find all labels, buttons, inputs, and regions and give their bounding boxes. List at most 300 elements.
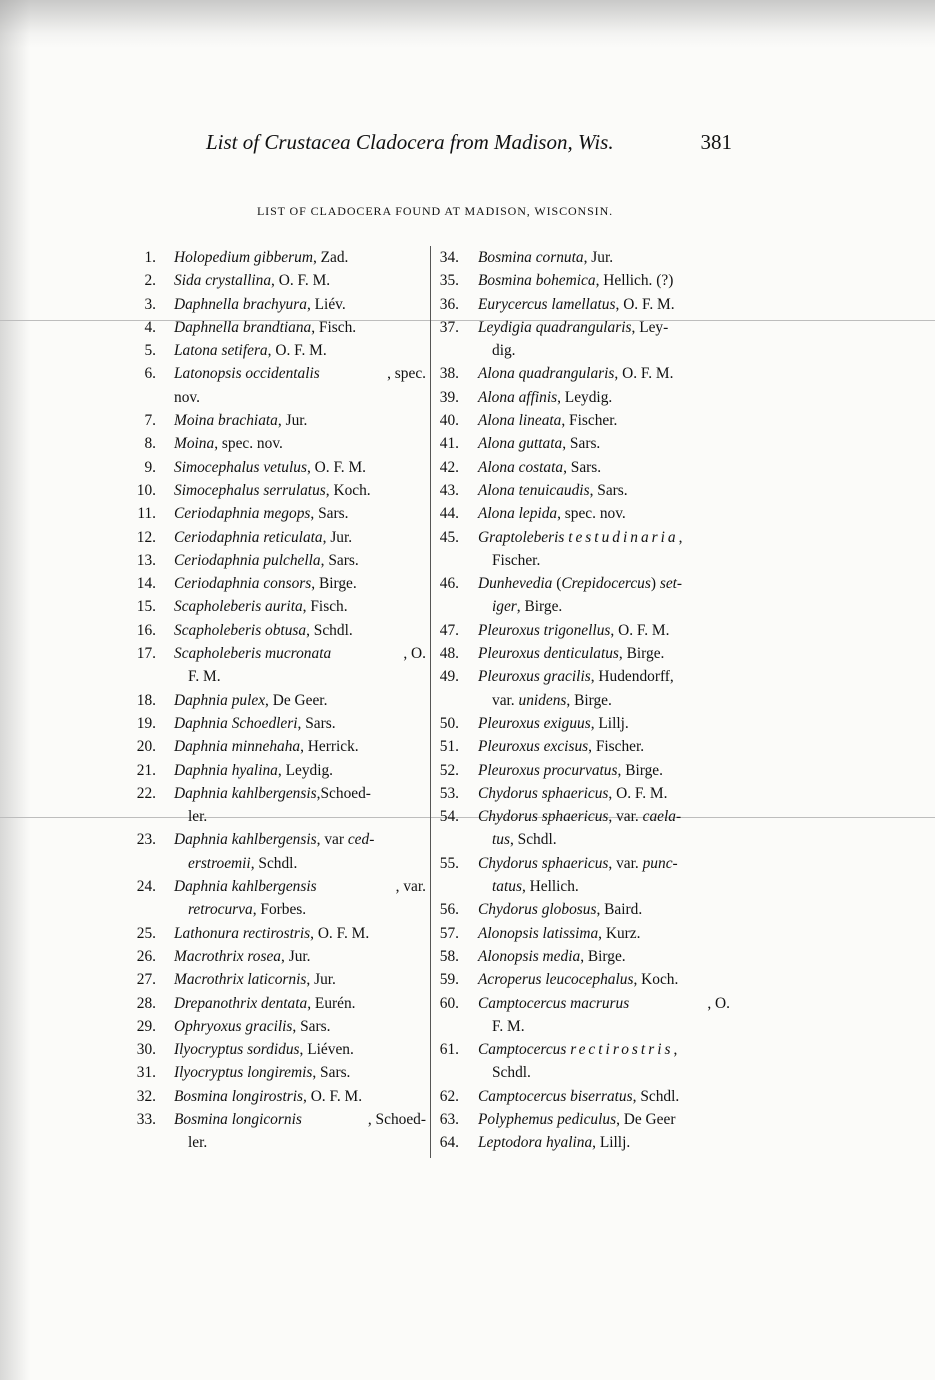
entry-line (478, 479, 730, 502)
entry-line (174, 1061, 426, 1084)
entry-number: 30. (136, 1041, 156, 1059)
entry-text (437, 642, 730, 665)
authority-text: , var. (608, 854, 643, 872)
species-name: iger (492, 598, 517, 616)
entry-text (128, 735, 426, 758)
entry-line (174, 968, 426, 991)
authority-text: , Fischer. (561, 412, 618, 430)
authority-text: , Jur. (322, 528, 353, 546)
authority-text: , Koch. (325, 481, 371, 499)
species-name: punc- (642, 854, 678, 872)
species-entry (437, 852, 730, 899)
entry-text (437, 409, 730, 432)
entry-number: 56. (439, 901, 459, 919)
entry-number: 35. (439, 272, 459, 290)
entry-text (437, 759, 730, 782)
running-title: List of Crustacea Cladocera from Madison, Wis. (206, 130, 614, 154)
species-entry (128, 642, 426, 689)
species-name: Alona affinis (478, 388, 558, 406)
species-entry (437, 1131, 730, 1154)
authority-text: , Liéven. (299, 1041, 354, 1059)
section-title: LIST OF CLADOCERA FOUND AT MADISON, WISCONSIN. (256, 204, 614, 218)
authority-text: , (678, 528, 683, 546)
entry-text (128, 1015, 426, 1038)
entry-text (437, 852, 730, 899)
entry-line (478, 456, 730, 479)
entry-text (437, 992, 730, 1039)
authority-text: , Kurz. (598, 924, 641, 942)
entry-number: 34. (439, 249, 459, 266)
species-entry (128, 782, 426, 829)
entry-text (128, 619, 426, 642)
authority-text: , Leydig. (557, 388, 613, 406)
authority-text: , Koch. (633, 971, 679, 989)
entry-number: 12. (136, 528, 156, 546)
species-entry (128, 526, 426, 549)
species-entry (128, 875, 426, 922)
species-name: Camptocercus macrurus (478, 994, 630, 1012)
entry-number: 58. (439, 947, 459, 965)
authority-text: , Schoed- (367, 1110, 426, 1128)
entry-line (478, 1038, 730, 1061)
entry-text (128, 572, 426, 595)
species-name: Eurycercus lamellatus (478, 295, 616, 313)
entry-line (478, 968, 730, 991)
entry-text (128, 339, 426, 362)
species-name: Lathonura rectirostris (174, 924, 311, 942)
species-entry (128, 432, 426, 455)
authority-text: , Schdl. (306, 621, 353, 639)
entry-line (478, 665, 730, 688)
entry-text (437, 362, 730, 385)
entry-number: 8. (144, 435, 156, 453)
species-name: tus (492, 831, 510, 849)
authority-text: , O. F. M. (303, 1087, 363, 1105)
species-entry (128, 968, 426, 991)
species-name: Chydorus sphaericus (478, 784, 609, 802)
entry-line (478, 712, 730, 735)
species-entry (128, 1108, 426, 1155)
authority-text: , spec. nov. (214, 435, 283, 453)
entry-text (128, 1038, 426, 1061)
authority-text: , Sars. (320, 551, 359, 569)
entry-line (174, 362, 426, 385)
entry-number: 36. (439, 295, 459, 313)
species-entry (128, 316, 426, 339)
entry-number: 54. (439, 808, 459, 826)
entry-number: 21. (136, 761, 156, 779)
entry-line (174, 735, 426, 758)
entry-number: 33. (136, 1110, 156, 1128)
entry-line (478, 362, 730, 385)
species-name: Bosmina cornuta (478, 249, 584, 266)
scan-top-edge (0, 0, 935, 48)
species-entry (437, 479, 730, 502)
authority-text: , De Geer (616, 1110, 676, 1128)
entry-text (437, 898, 730, 921)
species-name: Daphnia kahlbergensis (174, 784, 317, 802)
species-name: Daphnella brachyura (174, 295, 307, 313)
entry-line (478, 572, 730, 595)
entry-line (174, 642, 426, 665)
entry-text (128, 456, 426, 479)
entry-number: 16. (136, 621, 156, 639)
authority-text: , Baird. (596, 901, 643, 919)
entry-text (437, 1038, 730, 1085)
species-entry (128, 992, 426, 1015)
species-name: Alonopsis media (478, 947, 581, 965)
species-name: ced- (347, 831, 375, 849)
species-name: Chydorus sphaericus (478, 808, 609, 826)
species-entry (128, 269, 426, 292)
entry-text (128, 1108, 426, 1155)
entry-line (174, 689, 426, 712)
entry-line (174, 1015, 426, 1038)
authority-text: , O. (403, 645, 426, 663)
authority-text: , Sars. (297, 714, 336, 732)
authority-text: , Hudendorff, (590, 668, 674, 686)
species-entry (128, 1015, 426, 1038)
entry-number: 1. (144, 249, 156, 266)
species-name: Scapholeberis aurita (174, 598, 303, 616)
species-entry (128, 828, 426, 875)
species-entry (437, 362, 730, 385)
entry-text (128, 689, 426, 712)
entry-line (174, 805, 426, 828)
entry-line (478, 595, 730, 618)
entry-number: 45. (439, 528, 459, 546)
authority-text: , Sars. (563, 458, 602, 476)
entry-line (478, 246, 730, 269)
species-name: Pleuroxus exiguus (478, 714, 591, 732)
entry-text (437, 502, 730, 525)
species-entry (128, 572, 426, 595)
entry-text (437, 619, 730, 642)
authority-text: , Birge. (617, 761, 663, 779)
species-entry (437, 432, 730, 455)
authority-text: Schdl. (492, 1064, 531, 1082)
entry-line (478, 992, 730, 1015)
species-name: Sida crystallina (174, 272, 272, 290)
entry-text (437, 293, 730, 316)
entry-text (128, 409, 426, 432)
authority-text: , Fisch. (311, 318, 357, 336)
entry-line (478, 805, 730, 828)
entry-number: 2. (144, 272, 156, 290)
species-name: set- (659, 575, 683, 593)
entry-line (174, 526, 426, 549)
species-name: Latonopsis occidentalis (174, 365, 320, 383)
species-name: rectirostris (570, 1041, 674, 1059)
entry-number: 5. (144, 342, 156, 360)
entry-text (128, 595, 426, 618)
entry-text (437, 1085, 730, 1108)
species-entry (437, 502, 730, 525)
entry-line (478, 339, 730, 362)
authority-text: , O. F. M. (614, 365, 674, 383)
species-name: erstroemii (188, 854, 251, 872)
species-entry (437, 945, 730, 968)
authority-text: , Fischer. (588, 738, 645, 756)
entry-line (174, 782, 426, 805)
entry-number: 20. (136, 738, 156, 756)
entry-number: 32. (136, 1087, 156, 1105)
species-entry (128, 1061, 426, 1084)
entry-line (174, 293, 426, 316)
entry-number: 53. (439, 784, 459, 802)
species-list-left-column (128, 246, 426, 1155)
entry-line (174, 992, 426, 1015)
entry-line (174, 945, 426, 968)
entry-line (478, 1131, 730, 1154)
entry-line (174, 1085, 426, 1108)
species-name: Daphnia Schoedleri (174, 714, 298, 732)
entry-number: 31. (136, 1064, 156, 1082)
authority-text: , spec. nov. (557, 505, 626, 523)
species-entry (128, 1085, 426, 1108)
entry-number: 28. (136, 994, 156, 1012)
entry-number: 40. (439, 412, 459, 430)
entry-line (478, 526, 730, 549)
species-entry (437, 642, 730, 665)
species-name: Pleuroxus procurvatus (478, 761, 618, 779)
entry-line (478, 689, 730, 712)
entry-line (478, 549, 730, 572)
authority-text: , Forbes. (252, 901, 307, 919)
species-name: testudinaria (568, 528, 679, 546)
authority-text: , Birge. (580, 947, 626, 965)
entry-number: 25. (136, 924, 156, 942)
authority-text: , Liév. (306, 295, 346, 313)
authority-text: ( (552, 575, 562, 593)
authority-text: nov. (174, 388, 200, 406)
species-name: Scapholeberis mucronata (174, 645, 332, 663)
species-name: unidens (518, 691, 567, 709)
entry-text (437, 456, 730, 479)
species-name: Daphnia kahlbergensis (174, 831, 317, 849)
authority-text: , Jur. (277, 412, 308, 430)
authority-text: , Zad. (312, 249, 349, 266)
entry-text (128, 1061, 426, 1084)
authority-text: , O. F. M. (610, 621, 670, 639)
authority-text: , Lillj. (592, 1134, 631, 1152)
authority-text: , Birge. (618, 645, 665, 663)
entry-line (174, 922, 426, 945)
authority-text: F. M. (492, 1017, 525, 1035)
entry-text (128, 922, 426, 945)
entry-line (174, 875, 426, 898)
authority-text: , var. (395, 878, 426, 896)
species-name: Moina brachiata (174, 412, 278, 430)
entry-line (478, 502, 730, 525)
species-entry (128, 293, 426, 316)
entry-text (128, 642, 426, 689)
entry-line (478, 1061, 730, 1084)
authority-text: , Fisch. (302, 598, 348, 616)
entry-text (437, 945, 730, 968)
species-name: Daphnia kahlbergensis (174, 878, 317, 896)
entry-number: 39. (439, 388, 459, 406)
authority-text: , Jur. (306, 971, 336, 989)
species-name: Chydorus globosus (478, 901, 597, 919)
species-name: Latona setifera (174, 342, 268, 360)
species-name: Pleuroxus gracilis (478, 668, 591, 686)
authority-text: F. M. (188, 668, 221, 686)
entry-number: 11. (137, 505, 156, 523)
entry-line (478, 782, 730, 805)
species-entry (437, 992, 730, 1039)
species-entry (437, 1085, 730, 1108)
entry-number: 60. (439, 994, 459, 1012)
species-name: Macrothrix rosea (174, 947, 282, 965)
species-name: Pleuroxus excisus (478, 738, 589, 756)
entry-text (128, 362, 426, 409)
species-entry (437, 386, 730, 409)
entry-text (128, 1085, 426, 1108)
authority-text: ,Schoed- (316, 784, 371, 802)
entry-line (174, 898, 426, 921)
entry-number: 47. (439, 621, 459, 639)
entry-text (437, 922, 730, 945)
entry-text (437, 432, 730, 455)
entry-line (174, 619, 426, 642)
entry-text (128, 479, 426, 502)
species-entry (437, 572, 730, 619)
entry-text (128, 316, 426, 339)
species-name: Camptocercus (478, 1041, 571, 1059)
species-entry (437, 316, 730, 363)
authority-text: , Leydig. (277, 761, 334, 779)
entry-text (128, 502, 426, 525)
entry-text (128, 549, 426, 572)
entry-number: 51. (439, 738, 459, 756)
entry-text (128, 432, 426, 455)
authority-text: , Ley- (631, 318, 669, 336)
species-name: tatus (492, 878, 522, 896)
entry-line (478, 828, 730, 851)
entry-text (437, 246, 730, 269)
species-name: Alonopsis latissima (478, 924, 599, 942)
species-name: Alona lepida (478, 505, 558, 523)
entry-number: 3. (144, 295, 156, 313)
species-name: Ceriodaphnia pulchella (174, 551, 321, 569)
entry-line (478, 1015, 730, 1038)
species-name: Graptoleberis (478, 528, 569, 546)
species-name: caela- (642, 808, 682, 826)
species-name: Ophryoxus gracilis (174, 1017, 293, 1035)
entry-number: 62. (439, 1087, 459, 1105)
entry-line (174, 759, 426, 782)
entry-number: 57. (439, 924, 459, 942)
entry-number: 49. (439, 668, 459, 686)
authority-text: , De Geer. (265, 691, 328, 709)
entry-number: 55. (439, 854, 459, 872)
entry-number: 44. (439, 505, 459, 523)
entry-text (437, 712, 730, 735)
entry-line (478, 409, 730, 432)
entry-line (478, 1108, 730, 1131)
entry-number: 13. (136, 551, 156, 569)
entry-line (174, 712, 426, 735)
entry-text (128, 269, 426, 292)
entry-line (478, 386, 730, 409)
species-entry (128, 502, 426, 525)
entry-line (478, 759, 730, 782)
authority-text: dig. (492, 342, 516, 360)
authority-text: , Sars. (310, 505, 349, 523)
entry-text (437, 968, 730, 991)
entry-line (174, 456, 426, 479)
entry-line (174, 572, 426, 595)
species-entry (437, 968, 730, 991)
entry-line (174, 386, 426, 409)
authority-text: , Sars. (292, 1017, 331, 1035)
entry-number: 22. (136, 784, 156, 802)
entry-number: 19. (136, 714, 156, 732)
entry-number: 26. (136, 947, 156, 965)
species-entry (437, 1038, 730, 1085)
species-entry (437, 293, 730, 316)
entry-number: 18. (136, 691, 156, 709)
entry-line (478, 898, 730, 921)
species-name: Daphnella brandtiana (174, 318, 312, 336)
entry-line (174, 339, 426, 362)
entry-line (174, 502, 426, 525)
species-name: Bosmina longirostris (174, 1087, 303, 1105)
authority-text: , Herrick. (300, 738, 359, 756)
entry-number: 9. (144, 458, 156, 476)
entry-number: 10. (136, 481, 156, 499)
entry-number: 23. (136, 831, 156, 849)
authority-text: , Birge. (311, 575, 357, 593)
species-name: Camptocercus biserratus (478, 1087, 633, 1105)
entry-line (478, 293, 730, 316)
species-entry (437, 246, 730, 269)
entry-line (174, 549, 426, 572)
species-entry (437, 619, 730, 642)
species-name: Acroperus leucocephalus (478, 971, 634, 989)
species-entry (128, 712, 426, 735)
authority-text: , Sars. (312, 1064, 351, 1082)
species-name: Holopedium gibberum (174, 249, 313, 266)
entry-line (174, 269, 426, 292)
authority-text: , spec. (387, 365, 426, 383)
authority-text: ler. (188, 1134, 208, 1152)
entry-text (437, 805, 730, 852)
species-entry (128, 409, 426, 432)
entry-number: 14. (136, 575, 156, 593)
entry-line (174, 665, 426, 688)
entry-number: 29. (136, 1017, 156, 1035)
species-entry (128, 549, 426, 572)
entry-number: 59. (439, 971, 459, 989)
species-name: Daphnia hyalina (174, 761, 278, 779)
species-entry (128, 1038, 426, 1061)
species-name: retrocurva (188, 901, 253, 919)
entry-number: 46. (439, 575, 459, 593)
species-entry (128, 246, 426, 269)
authority-text: , Sars. (562, 435, 601, 453)
species-entry (128, 689, 426, 712)
authority-text: , Hellich. (?) (595, 272, 674, 290)
species-name: Bosmina bohemica (478, 272, 596, 290)
authority-text: , O. F. M. (608, 784, 668, 802)
authority-text: , Schdl. (632, 1087, 680, 1105)
entry-number: 24. (136, 878, 156, 896)
entry-number: 61. (439, 1041, 459, 1059)
species-name: Leydigia quadrangularis (478, 318, 632, 336)
authority-text: ler. (188, 808, 208, 826)
